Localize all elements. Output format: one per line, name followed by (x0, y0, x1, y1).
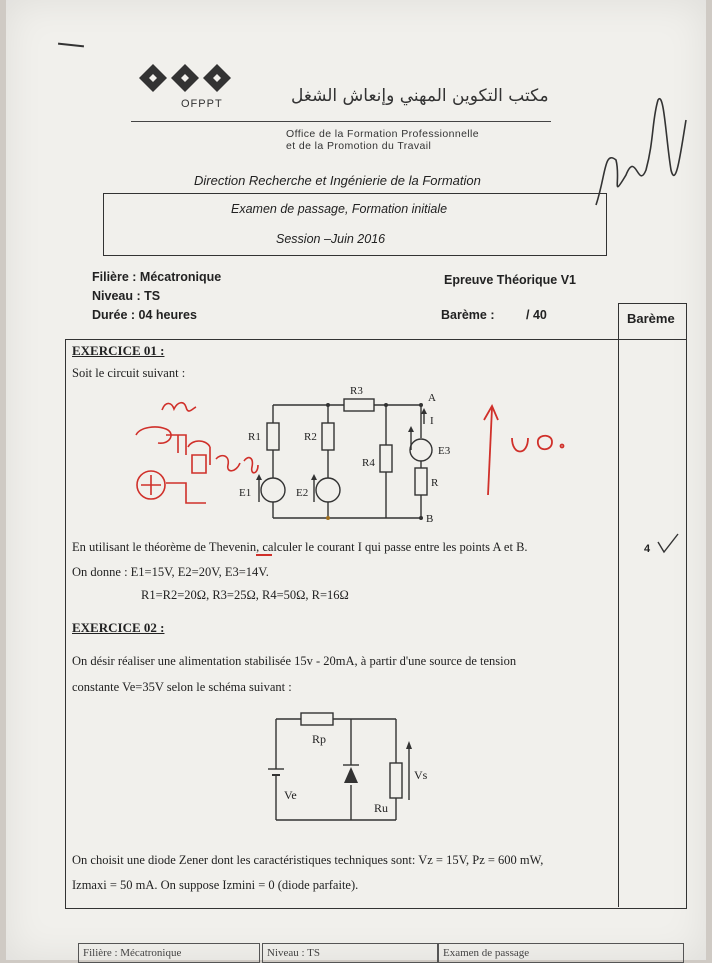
exercice-2-line-3: On choisit une diode Zener dont les caractéristiques techniques sont: Vz = 15V, Pz = 600 mW, (72, 853, 544, 867)
current-i-label: I (430, 415, 434, 427)
rp-label: Rp (312, 732, 327, 746)
duree-label: Durée : 04 heures (92, 308, 197, 322)
r-label: R (431, 477, 439, 489)
exercice-2-line-4: Izmaxi = 50 mA. On suppose Izmini = 0 (diode parfaite). (72, 878, 359, 892)
session-label: Session –Juin 2016 (276, 232, 386, 246)
e3-label: E3 (438, 445, 451, 457)
footer-filiere: Filière : Mécatronique (78, 943, 260, 963)
red-handwriting-left (126, 395, 276, 525)
r3-label: R3 (350, 385, 363, 397)
exercice-1-given-1: On donne : E1=15V, E2=20V, E3=14V. (72, 565, 269, 579)
r1-label: R1 (248, 431, 261, 443)
exercice-1-title: EXERCICE 01 : (72, 343, 165, 358)
exercice-1-score: 4 (644, 543, 651, 555)
check-mark (654, 532, 684, 558)
footer-exam: Examen de passage (438, 943, 684, 963)
red-handwriting-right (476, 400, 576, 500)
filiere-label: Filière : Mécatronique (92, 270, 222, 284)
office-line-2: et de la Promotion du Travail (286, 140, 432, 152)
ofppt-logo (131, 58, 241, 98)
bareme-column-header: Barème (627, 311, 675, 326)
footer-niveau: Niveau : TS (262, 943, 438, 963)
e2-label: E2 (296, 487, 309, 499)
exercice-2-line-1: On désir réaliser une alimentation stabilisée 15v - 20mA, à partir d'une source de tension (72, 654, 517, 668)
ru-label: Ru (374, 801, 389, 815)
r4-label: R4 (362, 457, 375, 469)
node-b-label: B (426, 513, 434, 525)
exam-title: Examen de passage, Formation initiale (231, 202, 448, 216)
pen-mark (58, 43, 84, 48)
r2-label: R2 (304, 431, 317, 443)
header-divider (131, 121, 551, 122)
e1-label: E1 (239, 487, 252, 499)
exercice-1-intro: Soit le circuit suivant : (72, 366, 186, 380)
exercice-1-given-2: R1=R2=20Ω, R3=25Ω, R4=50Ω, R=16Ω (141, 588, 349, 602)
circuit-diagram-2 (256, 705, 456, 830)
epreuve-label: Epreuve Théorique V1 (444, 273, 576, 287)
logo-text: OFPPT (181, 98, 223, 110)
arabic-title: مكتب التكوين المهني وإنعاش الشغل (291, 86, 549, 106)
exercice-2-line-2: constante Ve=35V selon le schéma suivant : (72, 680, 292, 694)
direction-title: Direction Recherche et Ingénierie de la Formation (194, 173, 481, 188)
exam-sheet (6, 0, 706, 960)
red-underline (256, 554, 272, 556)
node-a-label: A (428, 392, 436, 404)
office-line-1: Office de la Formation Professionnelle (286, 128, 480, 140)
exercice-1-question: En utilisant le théorème de Thevenin, calculer le courant I qui passe entre les points A et B. (72, 540, 528, 554)
bareme-label: Barème : (441, 308, 495, 322)
bareme-value: / 40 (526, 308, 547, 322)
exercice-2-title: EXERCICE 02 : (72, 620, 165, 635)
niveau-label: Niveau : TS (92, 289, 161, 303)
bareme-column-divider (618, 339, 619, 907)
vs-label: Vs (414, 768, 428, 782)
ve-label: Ve (284, 788, 297, 802)
